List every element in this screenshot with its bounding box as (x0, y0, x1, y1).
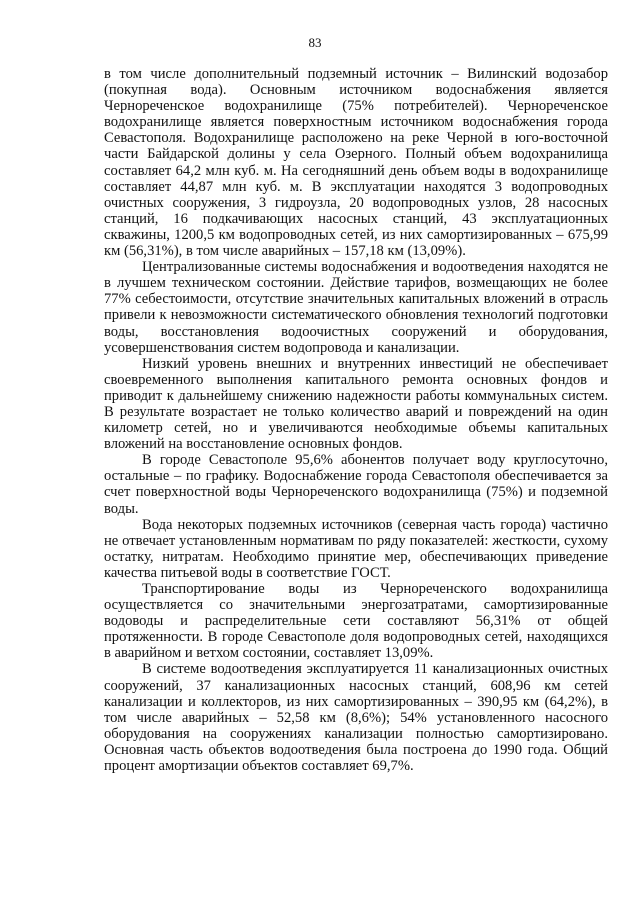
paragraph-groundwater-quality: Вода некоторых подземных источников (северная часть города) частично не отвечает установленным нормативам по ряду показателей: жесткости, сухому остатку, нитратам. Необходимо принятие мер, обеспечивающих приведение качества питьевой воды в соответствие ГОСТ. (104, 516, 608, 581)
paragraph-sewerage-system: В системе водоотведения эксплуатируется 11 канализационных очистных сооружений, 37 канализационных насосных станций, 608,96 км сетей канализации и коллекторов, из них самортизированных – 390,95 км (64,2%), в том числе аварийных – 52,58 км (8,6%); 54% установленного насосного оборудования на сооружениях канализации полностью самортизировано. Основная часть объектов водоотведения была построена до 1990 года. Общий процент амортизации объектов составляет 69,7%. (104, 661, 608, 775)
paragraph-investments: Низкий уровень внешних и внутренних инвестиций не обеспечивает своевременного выполнения капитального ремонта основных фондов и приводит к дальнейшему снижению надежности работы коммунальных систем. В результате возрастает не только количество аварий и повреждений на один километр сетей, но и увеличиваются необходимые объемы капитальных вложений на восстановление основных фондов. (104, 355, 608, 453)
page-number: 83 (308, 35, 322, 50)
paragraph-water-transport: Транспортирование воды из Чернореченского водохранилища осуществляется со значительными энергозатратами, самортизированные водоводы и распределительные сети составляют 56,31% от общей протяженности. В городе Севастополе доля водопроводных сетей, находящихся в аварийном и ветхом состоянии, составляет 13,09%. (104, 581, 608, 662)
paragraph-water-sources: в том числе дополнительный подземный источник – Вилинский водозабор (покупная вода). Основным источником водоснабжения является Чернореченское водохранилище (75% потребителей). Чернореченское водохранилище является поверхностным источником водоснабжения города Севастополя. Водохранилище расположено на реке Черной в юго-восточной части Байдарской долины у села Озерного. Полный объем водохранилища составляет 64,2 млн куб. м. На сегодняшний день объем воды в водохранилище составляет 44,87 млн куб. м. В эксплуатации находятся 3 водопроводных очистных сооружения, 3 гидроузла, 20 водопроводных узлов, 28 насосных станций, 16 подкачивающих насосных станций, 43 эксплуатационных скважины, 1200,5 км водопроводных сетей, из них самортизированных – 675,99 км (56,31%), в том числе аварийных – 157,18 км (13,09%). (104, 66, 608, 260)
body-text (104, 66, 608, 774)
paragraph-technical-condition: Централизованные системы водоснабжения и водоотведения находятся не в лучшем техническом состоянии. Действие тарифов, возмещающих не более 77% себестоимости, отсутствие значительных капитальных вложений в отрасль привели к невозможности систематического обновления технологий подготовки воды, восстановления водоочистных сооружений и оборудования, усовершенствования систем водопровода и канализации. (104, 259, 608, 356)
paragraph-supply-schedule: В городе Севастополе 95,6% абонентов получает воду круглосуточно, остальные – по графику. Водоснабжение города Севастополя обеспечивается за счет поверхностной воды Чернореченского водохранилища (75%) и подземной воды. (104, 452, 608, 517)
